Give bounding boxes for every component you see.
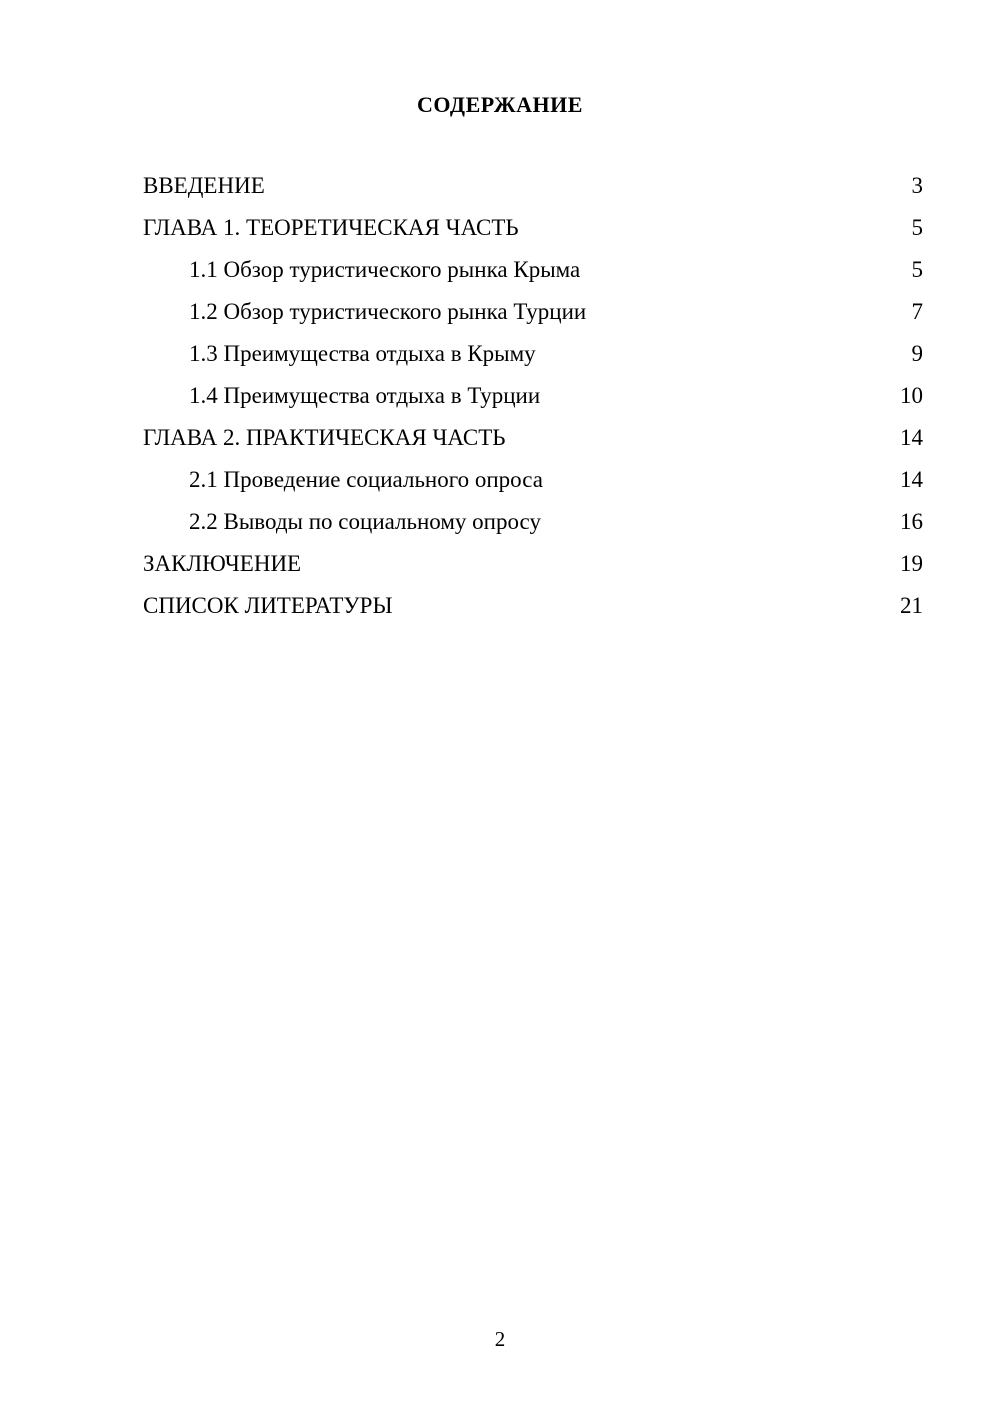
- toc-entry[interactable]: [143, 291, 923, 333]
- toc-entry-page-number: 7: [911, 299, 923, 324]
- toc-entry-label: СПИСОК ЛИТЕРАТУРЫ: [143, 593, 393, 618]
- toc-entry[interactable]: [143, 165, 923, 207]
- toc-entry[interactable]: [143, 375, 923, 417]
- toc-entry-page-number: 19: [900, 551, 923, 576]
- toc-entry[interactable]: [143, 585, 923, 627]
- toc-entry-page-number: 9: [911, 341, 923, 366]
- toc-entry[interactable]: [143, 417, 923, 459]
- toc-entry-label: ВВЕДЕНИЕ: [143, 173, 265, 198]
- toc-entry-label: 1.1 Обзор туристического рынка Крыма: [189, 257, 581, 282]
- toc-entry-label: 1.3 Преимущества отдыха в Крыму: [189, 341, 536, 366]
- toc-entry-label: 2.1 Проведение социального опроса: [189, 467, 543, 492]
- toc-entry-page-number: 5: [911, 215, 923, 240]
- toc-entry-label: ГЛАВА 2. ПРАКТИЧЕСКАЯ ЧАСТЬ: [143, 425, 506, 450]
- page-title: СОДЕРЖАНИЕ: [417, 92, 583, 117]
- toc-entry[interactable]: [143, 249, 923, 291]
- footer-page-number: 2: [494, 1327, 506, 1351]
- toc-entry-label: ГЛАВА 1. ТЕОРЕТИЧЕСКАЯ ЧАСТЬ: [143, 215, 519, 240]
- toc-entry[interactable]: [143, 543, 923, 585]
- toc-entry-page-number: 21: [900, 593, 923, 618]
- toc-entry[interactable]: [143, 501, 923, 543]
- toc-entry-page-number: 5: [911, 257, 923, 282]
- toc-entry-page-number: 14: [900, 425, 923, 450]
- toc-entry[interactable]: [143, 207, 923, 249]
- toc-entry-page-number: 16: [900, 509, 923, 534]
- toc-entry-label: ЗАКЛЮЧЕНИЕ: [143, 551, 302, 576]
- toc-entry-label: 1.2 Обзор туристического рынка Турции: [189, 299, 587, 324]
- toc-entry[interactable]: [143, 459, 923, 501]
- toc-entry-label: 1.4 Преимущества отдыха в Турции: [189, 383, 541, 408]
- toc-entry-page-number: 3: [911, 173, 923, 198]
- toc-entry[interactable]: [143, 333, 923, 375]
- toc-entry-label: 2.2 Выводы по социальному опросу: [189, 509, 541, 534]
- toc-entry-page-number: 14: [900, 467, 923, 492]
- table-of-contents: [143, 165, 923, 627]
- toc-entry-page-number: 10: [900, 383, 923, 408]
